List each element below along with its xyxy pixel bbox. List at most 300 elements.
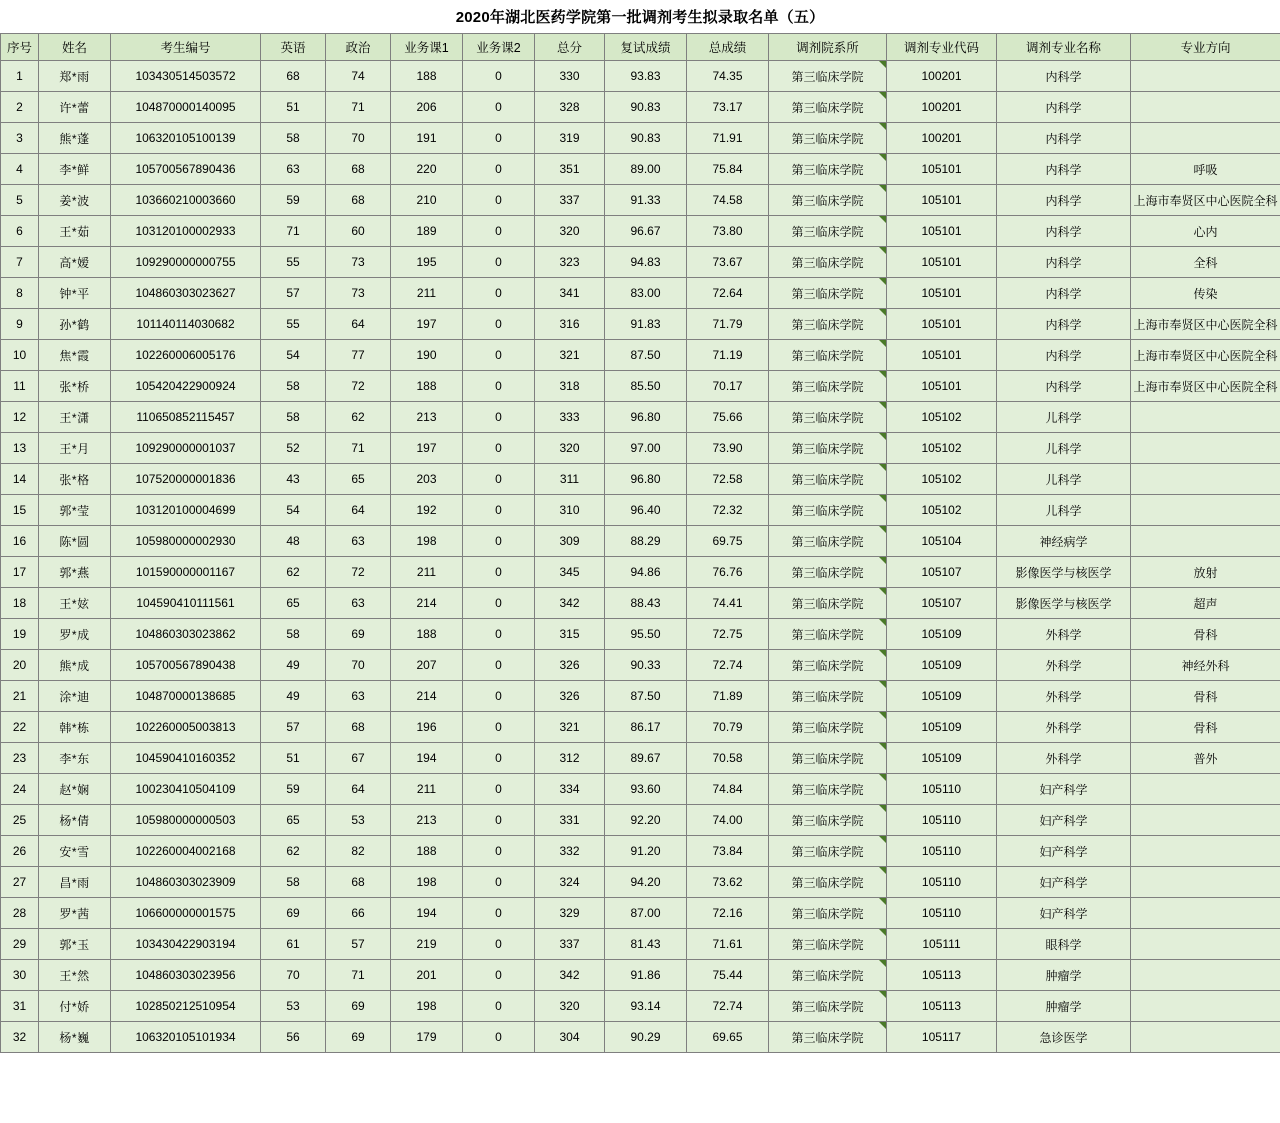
table-cell: 内科学 — [997, 278, 1131, 309]
table-cell: 90.83 — [605, 92, 687, 123]
table-cell: 罗*成 — [39, 619, 111, 650]
table-cell: 8 — [1, 278, 39, 309]
table-cell: 75.44 — [687, 960, 769, 991]
table-cell: 王*妶 — [39, 588, 111, 619]
table-cell: 49 — [261, 650, 326, 681]
table-cell: 104860303023862 — [111, 619, 261, 650]
table-cell: 王*月 — [39, 433, 111, 464]
table-cell: 罗*茜 — [39, 898, 111, 929]
table-cell: 73.67 — [687, 247, 769, 278]
table-cell: 上海市奉贤区中心医院全科 — [1131, 371, 1280, 402]
table-cell: 93.60 — [605, 774, 687, 805]
table-cell: 188 — [391, 61, 463, 92]
table-cell: 88.29 — [605, 526, 687, 557]
table-cell: 姜*波 — [39, 185, 111, 216]
table-cell: 第三临床学院 — [769, 216, 887, 247]
table-cell: 72.32 — [687, 495, 769, 526]
table-cell: 0 — [463, 805, 535, 836]
table-cell: 330 — [535, 61, 605, 92]
table-cell: 320 — [535, 433, 605, 464]
table-cell: 第三临床学院 — [769, 991, 887, 1022]
column-header: 政治 — [326, 34, 391, 61]
table-cell: 70.17 — [687, 371, 769, 402]
table-cell: 109290000000755 — [111, 247, 261, 278]
table-row — [1, 247, 1280, 278]
table-cell — [1131, 805, 1280, 836]
table-cell: 第三临床学院 — [769, 371, 887, 402]
table-row — [1, 743, 1280, 774]
table-cell: 急诊医学 — [997, 1022, 1131, 1053]
table-cell: 74 — [326, 61, 391, 92]
table-cell: 骨科 — [1131, 619, 1280, 650]
table-cell: 211 — [391, 278, 463, 309]
table-cell: 63 — [261, 154, 326, 185]
table-row — [1, 278, 1280, 309]
table-cell: 69 — [326, 1022, 391, 1053]
table-cell: 0 — [463, 991, 535, 1022]
table-row — [1, 557, 1280, 588]
table-cell: 王*潇 — [39, 402, 111, 433]
table-row — [1, 154, 1280, 185]
table-cell: 第三临床学院 — [769, 278, 887, 309]
table-cell: 96.80 — [605, 464, 687, 495]
table-cell — [1131, 867, 1280, 898]
table-cell: 58 — [261, 123, 326, 154]
table-cell: 4 — [1, 154, 39, 185]
table-cell: 0 — [463, 588, 535, 619]
table-cell: 104590410111561 — [111, 588, 261, 619]
table-cell: 22 — [1, 712, 39, 743]
table-cell: 105107 — [887, 588, 997, 619]
table-cell: 0 — [463, 433, 535, 464]
table-cell: 198 — [391, 991, 463, 1022]
table-cell: 96.67 — [605, 216, 687, 247]
table-cell: 第三临床学院 — [769, 495, 887, 526]
table-cell: 101590000001167 — [111, 557, 261, 588]
table-cell: 91.86 — [605, 960, 687, 991]
table-cell: 0 — [463, 216, 535, 247]
table-cell: 74.41 — [687, 588, 769, 619]
table-cell: 315 — [535, 619, 605, 650]
column-header: 专业方向 — [1131, 34, 1280, 61]
table-cell: 儿科学 — [997, 464, 1131, 495]
table-cell: 85.50 — [605, 371, 687, 402]
table-cell: 105101 — [887, 309, 997, 340]
table-cell: 100201 — [887, 92, 997, 123]
table-row — [1, 836, 1280, 867]
table-cell: 188 — [391, 371, 463, 402]
table-cell: 103660210003660 — [111, 185, 261, 216]
table-cell: 210 — [391, 185, 463, 216]
table-cell: 全科 — [1131, 247, 1280, 278]
table-cell: 32 — [1, 1022, 39, 1053]
table-cell: 70.79 — [687, 712, 769, 743]
table-cell: 0 — [463, 929, 535, 960]
table-cell: 0 — [463, 371, 535, 402]
table-cell: 341 — [535, 278, 605, 309]
table-cell: 93.14 — [605, 991, 687, 1022]
table-cell: 49 — [261, 681, 326, 712]
table-cell: 第三临床学院 — [769, 123, 887, 154]
table-row — [1, 1022, 1280, 1053]
table-cell: 0 — [463, 1022, 535, 1053]
table-cell: 0 — [463, 619, 535, 650]
column-header: 总分 — [535, 34, 605, 61]
table-cell: 90.83 — [605, 123, 687, 154]
table-cell: 71.19 — [687, 340, 769, 371]
table-cell: 321 — [535, 712, 605, 743]
table-cell: 105110 — [887, 867, 997, 898]
column-header: 调剂专业代码 — [887, 34, 997, 61]
table-cell: 106600000001575 — [111, 898, 261, 929]
table-cell: 68 — [326, 185, 391, 216]
table-cell: 326 — [535, 681, 605, 712]
table-cell: 105110 — [887, 898, 997, 929]
table-cell: 311 — [535, 464, 605, 495]
table-cell: 陈*圆 — [39, 526, 111, 557]
table-cell: 88.43 — [605, 588, 687, 619]
table-cell: 90.29 — [605, 1022, 687, 1053]
table-cell: 69 — [326, 991, 391, 1022]
table-cell: 内科学 — [997, 371, 1131, 402]
table-cell — [1131, 92, 1280, 123]
table-cell: 72 — [326, 371, 391, 402]
table-cell: 21 — [1, 681, 39, 712]
table-row — [1, 61, 1280, 92]
table-cell: 第三临床学院 — [769, 1022, 887, 1053]
table-cell: 310 — [535, 495, 605, 526]
table-row — [1, 619, 1280, 650]
table-cell: 52 — [261, 433, 326, 464]
table-cell: 65 — [261, 588, 326, 619]
table-cell: 0 — [463, 960, 535, 991]
table-cell: 郭*莹 — [39, 495, 111, 526]
table-cell: 103430514503572 — [111, 61, 261, 92]
table-cell: 0 — [463, 774, 535, 805]
table-cell: 7 — [1, 247, 39, 278]
table-cell: 57 — [261, 278, 326, 309]
table-cell: 0 — [463, 526, 535, 557]
table-cell: 213 — [391, 402, 463, 433]
table-cell: 91.33 — [605, 185, 687, 216]
table-cell: 第三临床学院 — [769, 960, 887, 991]
table-cell: 328 — [535, 92, 605, 123]
table-cell: 0 — [463, 495, 535, 526]
table-cell: 74.58 — [687, 185, 769, 216]
table-cell: 内科学 — [997, 61, 1131, 92]
table-cell: 59 — [261, 774, 326, 805]
table-row — [1, 309, 1280, 340]
table-cell: 第三临床学院 — [769, 929, 887, 960]
column-header: 姓名 — [39, 34, 111, 61]
table-cell: 心内 — [1131, 216, 1280, 247]
table-cell: 73.80 — [687, 216, 769, 247]
table-cell: 69.75 — [687, 526, 769, 557]
table-cell: 90.33 — [605, 650, 687, 681]
table-cell: 89.00 — [605, 154, 687, 185]
table-cell: 72.16 — [687, 898, 769, 929]
table-cell: 104590410160352 — [111, 743, 261, 774]
column-header: 总成绩 — [687, 34, 769, 61]
table-cell: 第三临床学院 — [769, 154, 887, 185]
table-cell: 105109 — [887, 650, 997, 681]
table-cell: 94.83 — [605, 247, 687, 278]
table-cell: 101140114030682 — [111, 309, 261, 340]
table-row — [1, 898, 1280, 929]
table-cell: 郭*燕 — [39, 557, 111, 588]
table-cell: 内科学 — [997, 185, 1131, 216]
table-row — [1, 929, 1280, 960]
table-cell: 320 — [535, 991, 605, 1022]
table-cell: 100201 — [887, 61, 997, 92]
table-cell: 62 — [261, 836, 326, 867]
column-header: 序号 — [1, 34, 39, 61]
table-cell: 71.89 — [687, 681, 769, 712]
table-cell: 12 — [1, 402, 39, 433]
table-cell: 儿科学 — [997, 495, 1131, 526]
table-cell: 第三临床学院 — [769, 433, 887, 464]
table-cell: 105980000000503 — [111, 805, 261, 836]
table-cell: 75.84 — [687, 154, 769, 185]
table-cell: 24 — [1, 774, 39, 805]
table-cell: 王*茹 — [39, 216, 111, 247]
table-cell: 外科学 — [997, 712, 1131, 743]
table-cell: 内科学 — [997, 247, 1131, 278]
table-cell: 105101 — [887, 371, 997, 402]
table-cell: 72.64 — [687, 278, 769, 309]
table-row — [1, 650, 1280, 681]
table-cell: 6 — [1, 216, 39, 247]
table-cell: 74.00 — [687, 805, 769, 836]
column-header: 考生编号 — [111, 34, 261, 61]
table-cell: 安*雪 — [39, 836, 111, 867]
table-cell: 昌*雨 — [39, 867, 111, 898]
table-cell: 316 — [535, 309, 605, 340]
table-cell: 9 — [1, 309, 39, 340]
table-cell: 0 — [463, 650, 535, 681]
table-cell: 妇产科学 — [997, 867, 1131, 898]
table-cell: 14 — [1, 464, 39, 495]
table-cell: 73 — [326, 247, 391, 278]
table-cell: 5 — [1, 185, 39, 216]
table-cell: 72.75 — [687, 619, 769, 650]
table-cell: 105102 — [887, 433, 997, 464]
table-cell: 102260006005176 — [111, 340, 261, 371]
table-cell: 105101 — [887, 185, 997, 216]
table-cell: 25 — [1, 805, 39, 836]
table-cell: 104870000138685 — [111, 681, 261, 712]
table-cell: 第三临床学院 — [769, 402, 887, 433]
table-cell: 105109 — [887, 619, 997, 650]
table-cell: 206 — [391, 92, 463, 123]
table-cell: 89.67 — [605, 743, 687, 774]
table-cell: 0 — [463, 712, 535, 743]
table-cell: 73 — [326, 278, 391, 309]
table-cell: 3 — [1, 123, 39, 154]
table-cell: 105109 — [887, 712, 997, 743]
table-cell: 214 — [391, 681, 463, 712]
table-cell: 87.50 — [605, 340, 687, 371]
table-cell: 96.40 — [605, 495, 687, 526]
table-cell: 64 — [326, 774, 391, 805]
table-row — [1, 185, 1280, 216]
table-cell: 70 — [326, 123, 391, 154]
table-cell: 熊*成 — [39, 650, 111, 681]
table-cell: 上海市奉贤区中心医院全科 — [1131, 309, 1280, 340]
table-row — [1, 805, 1280, 836]
table-cell: 104860303023909 — [111, 867, 261, 898]
table-cell: 呼吸 — [1131, 154, 1280, 185]
table-row — [1, 92, 1280, 123]
table-cell: 53 — [261, 991, 326, 1022]
table-cell: 105101 — [887, 340, 997, 371]
table-cell: 郑*雨 — [39, 61, 111, 92]
table-cell: 第三临床学院 — [769, 805, 887, 836]
table-cell: 19 — [1, 619, 39, 650]
table-row — [1, 371, 1280, 402]
table-cell: 342 — [535, 960, 605, 991]
table-cell: 0 — [463, 123, 535, 154]
table-cell: 304 — [535, 1022, 605, 1053]
column-header: 业务课2 — [463, 34, 535, 61]
table-cell: 2 — [1, 92, 39, 123]
column-header: 调剂院系所 — [769, 34, 887, 61]
table-cell: 321 — [535, 340, 605, 371]
table-cell: 104860303023627 — [111, 278, 261, 309]
table-cell: 195 — [391, 247, 463, 278]
table-cell: 198 — [391, 526, 463, 557]
table-cell: 内科学 — [997, 309, 1131, 340]
table-cell: 外科学 — [997, 743, 1131, 774]
table-cell: 102260004002168 — [111, 836, 261, 867]
table-cell: 31 — [1, 991, 39, 1022]
table-cell: 72.74 — [687, 650, 769, 681]
table-cell: 72.74 — [687, 991, 769, 1022]
table-cell: 第三临床学院 — [769, 557, 887, 588]
table-cell — [1131, 526, 1280, 557]
table-cell: 71.61 — [687, 929, 769, 960]
table-cell: 188 — [391, 836, 463, 867]
table-cell: 64 — [326, 495, 391, 526]
table-cell: 58 — [261, 619, 326, 650]
table-cell: 0 — [463, 836, 535, 867]
table-cell: 351 — [535, 154, 605, 185]
table-cell: 第三临床学院 — [769, 588, 887, 619]
table-cell — [1131, 836, 1280, 867]
table-cell: 58 — [261, 402, 326, 433]
table-cell: 94.86 — [605, 557, 687, 588]
table-cell: 58 — [261, 867, 326, 898]
table-row — [1, 433, 1280, 464]
table-cell: 100201 — [887, 123, 997, 154]
table-cell: 191 — [391, 123, 463, 154]
table-cell: 70 — [261, 960, 326, 991]
table-cell: 郭*玉 — [39, 929, 111, 960]
table-cell: 105104 — [887, 526, 997, 557]
table-cell: 43 — [261, 464, 326, 495]
table-cell: 105111 — [887, 929, 997, 960]
table-cell: 201 — [391, 960, 463, 991]
table-cell: 外科学 — [997, 650, 1131, 681]
table-cell: 51 — [261, 743, 326, 774]
table-cell: 105110 — [887, 836, 997, 867]
table-cell: 第三临床学院 — [769, 836, 887, 867]
table-cell: 63 — [326, 681, 391, 712]
table-row — [1, 495, 1280, 526]
table-cell: 103120100002933 — [111, 216, 261, 247]
table-cell: 付*娇 — [39, 991, 111, 1022]
table-row — [1, 123, 1280, 154]
table-cell: 105109 — [887, 743, 997, 774]
table-row — [1, 526, 1280, 557]
table-cell: 54 — [261, 340, 326, 371]
table-cell: 95.50 — [605, 619, 687, 650]
table-cell: 58 — [261, 371, 326, 402]
table-cell: 105102 — [887, 464, 997, 495]
table-cell — [1131, 774, 1280, 805]
table-cell: 75.66 — [687, 402, 769, 433]
table-cell: 207 — [391, 650, 463, 681]
table-cell: 211 — [391, 557, 463, 588]
table-cell: 0 — [463, 898, 535, 929]
table-cell: 189 — [391, 216, 463, 247]
table-cell — [1131, 929, 1280, 960]
table-cell: 赵*娴 — [39, 774, 111, 805]
table-cell: 196 — [391, 712, 463, 743]
table-cell: 68 — [326, 867, 391, 898]
table-cell: 56 — [261, 1022, 326, 1053]
table-cell: 27 — [1, 867, 39, 898]
table-cell: 熊*蓬 — [39, 123, 111, 154]
table-cell: 71.91 — [687, 123, 769, 154]
table-cell: 179 — [391, 1022, 463, 1053]
table-cell: 第三临床学院 — [769, 340, 887, 371]
table-cell: 91.20 — [605, 836, 687, 867]
table-row — [1, 340, 1280, 371]
table-cell: 105109 — [887, 681, 997, 712]
table-cell: 第三临床学院 — [769, 247, 887, 278]
table-cell: 213 — [391, 805, 463, 836]
table-cell: 王*然 — [39, 960, 111, 991]
table-cell: 涂*迪 — [39, 681, 111, 712]
table-cell: 319 — [535, 123, 605, 154]
table-cell: 51 — [261, 92, 326, 123]
table-cell: 0 — [463, 309, 535, 340]
table-cell: 309 — [535, 526, 605, 557]
table-cell: 53 — [326, 805, 391, 836]
table-cell: 71 — [261, 216, 326, 247]
table-cell: 第三临床学院 — [769, 898, 887, 929]
table-cell: 传染 — [1131, 278, 1280, 309]
table-cell: 1 — [1, 61, 39, 92]
table-cell: 儿科学 — [997, 402, 1131, 433]
table-cell: 骨科 — [1131, 712, 1280, 743]
table-cell: 77 — [326, 340, 391, 371]
table-cell: 71 — [326, 92, 391, 123]
table-cell: 197 — [391, 433, 463, 464]
table-cell: 神经病学 — [997, 526, 1131, 557]
table-cell: 李*东 — [39, 743, 111, 774]
table-cell: 320 — [535, 216, 605, 247]
table-cell: 55 — [261, 247, 326, 278]
table-cell: 第三临床学院 — [769, 464, 887, 495]
table-cell: 29 — [1, 929, 39, 960]
table-cell: 68 — [326, 712, 391, 743]
table-cell: 62 — [261, 557, 326, 588]
table-cell: 儿科学 — [997, 433, 1131, 464]
table-cell: 337 — [535, 929, 605, 960]
table-cell: 100230410504109 — [111, 774, 261, 805]
